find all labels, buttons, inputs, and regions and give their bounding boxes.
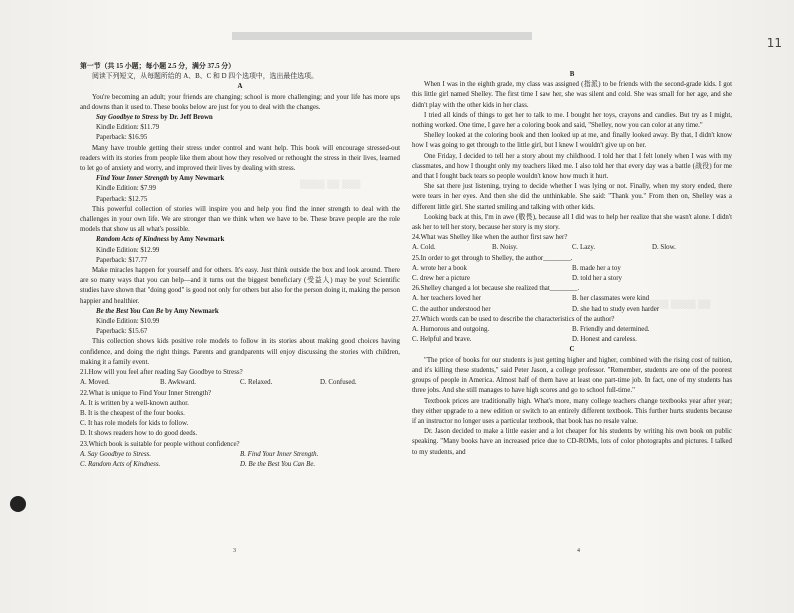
- page-number-left: 3: [233, 548, 236, 554]
- question-25-options: [412, 264, 732, 284]
- right-column: [412, 70, 732, 554]
- book-kindle-price: Kindle Edition: $10.99: [96, 318, 160, 326]
- book-entry: [80, 174, 400, 235]
- book-entry: [80, 113, 400, 174]
- question-25: 25.In order to get through to Shelley, the author________.: [412, 254, 573, 262]
- book-paper-price: Paperback: $15.67: [96, 328, 148, 336]
- question-26-options: [412, 294, 732, 314]
- book-title: Find Your Inner Strength: [96, 175, 169, 183]
- book-entry: [80, 307, 400, 368]
- option[interactable]: D. Honest and careless.: [572, 336, 637, 344]
- option[interactable]: D. Slow.: [652, 244, 676, 252]
- option[interactable]: C. Lazy.: [572, 244, 596, 252]
- passage-paragraph: When I was in the eighth grade, my class was assigned (指派) to be friends with the second-grade kids. I got this little girl named Shelley. The first time I saw her, she was silent and cold. She was small for her age, and she didn't play with the other kids in her class.: [412, 81, 732, 109]
- option[interactable]: B. Noisy.: [492, 244, 518, 252]
- instructions: 阅读下列短文，从每题所给的 A、B、C 和 D 四个选项中，选出最佳选项。: [92, 73, 318, 81]
- option[interactable]: A. Cold.: [412, 244, 436, 252]
- question-24-options: [412, 243, 732, 253]
- passage-label-c: C: [569, 346, 575, 354]
- book-kindle-price: Kindle Edition: $7.99: [96, 185, 156, 193]
- option[interactable]: D. It shows readers how to do good deeds.: [80, 430, 198, 438]
- book-kindle-price: Kindle Edition: $12.99: [96, 246, 160, 254]
- book-title: Say Goodbye to Stress: [96, 114, 159, 122]
- option[interactable]: B. her classmates were kind: [572, 295, 650, 303]
- option[interactable]: A. her teachers loved her: [412, 295, 482, 303]
- passage-paragraph: One Friday, I decided to tell her a story about my childhood. I told her that I felt lonely when I was with my classmates, and how I thought only my teachers liked me. I also told her that every day was a battle (战役) for me and that I fought back tears so people wouldn't know how much it hurt.: [412, 152, 732, 181]
- book-author: by Dr. Jeff Brown: [158, 114, 213, 122]
- question-21: 21.How will you feel after reading Say Goodbye to Stress?: [80, 369, 243, 377]
- passage-label-a: A: [237, 83, 243, 91]
- passage-paragraph: Looking back at this, I'm in awe (敬畏), because all I did was to help her realize that she wasn't alone. I didn't ask her to tell her story, because her story is my story.: [412, 213, 732, 232]
- question-27: 27.Which words can be used to describe the characteristics of the author?: [412, 315, 615, 323]
- option[interactable]: C. Helpful and brave.: [412, 336, 472, 344]
- question-26: 26.Shelley changed a lot because she realized that________.: [412, 285, 580, 293]
- edge-mark: 11: [766, 36, 782, 50]
- book-title: Be the Best You Can Be: [96, 307, 164, 315]
- option[interactable]: C. It has role models for kids to follow.: [80, 420, 189, 428]
- option[interactable]: A. Moved.: [80, 379, 110, 387]
- punch-hole: [10, 496, 26, 512]
- book-description: Make miracles happen for yourself and for others. It's easy. Just think outside the box and look around. There are so many ways that you can help—and it turns out the biggest beneficiary (受益人) may be you! Scientific studies have shown that "doing good" is good not only for others but also for the person doing it, making the person happier and healthier.: [80, 267, 400, 305]
- passage-paragraph: She sat there just listening, trying to decide whether I was lying or not. Finally, when my story ended, there were tears in her eyes. And then she did the unthinkable. She said: "Thank you." From then on, Shelley was a different little girl. She started smiling and talking with other kids.: [412, 183, 732, 211]
- passage-paragraph: Dr. Jason decided to make a little easier and a lot cheaper for his students by writing his own book on public speaking. "Many books have an increased price due to CD-ROMs, lots of color photographs and pictures. I talked to my students, and: [412, 428, 732, 456]
- passage-intro: You're becoming an adult; your friends are changing; school is more challenging; and your life has more ups and downs than it used to. These books below are just for you to deal with the changes.: [80, 93, 400, 111]
- option[interactable]: C. Relaxed.: [240, 379, 273, 387]
- option[interactable]: D. Confused.: [320, 379, 357, 387]
- passage-label-b: B: [569, 71, 575, 78]
- book-kindle-price: Kindle Edition: $11.79: [96, 124, 160, 132]
- question-24: 24.What was Shelley like when the author first saw her?: [412, 234, 568, 242]
- book-description: Many have trouble getting their stress under control and want help. This book will encourage stressed-out readers with its stories from people like them about how they resolved or rethought the stress in their lives, learned to let go of anxiety and worry, and improved their lives by dealing with stress.: [80, 144, 400, 173]
- left-column: [80, 62, 400, 546]
- book-paper-price: Paperback: $16.95: [96, 134, 148, 142]
- option[interactable]: D. Be the Best You Can Be.: [240, 460, 316, 468]
- question-27-options: [412, 325, 732, 345]
- book-paper-price: Paperback: $17.77: [96, 256, 148, 264]
- book-entry: [80, 235, 400, 306]
- option[interactable]: C. drew her a picture: [412, 275, 470, 283]
- book-title: Random Acts of Kindness: [96, 236, 170, 244]
- passage-paragraph: Shelley looked at the coloring book and then looked up at me, and finally looked away. By that, I didn't know how I was going to get through to the little girl, but I knew I wouldn't give up on her.: [412, 132, 732, 150]
- section-header: 第一节（共 15 小题；每小题 2.5 分，满分 37.5 分）: [80, 63, 236, 70]
- option[interactable]: B. It is the cheapest of the four books.: [80, 409, 185, 417]
- option[interactable]: A. It is written by a well-known author.: [80, 399, 189, 407]
- show-through: ▒▒▒▒ ▒▒ ▒▒▒: [300, 180, 361, 189]
- question-23: 23.Which book is suitable for people without confidence?: [80, 440, 240, 448]
- book-author: by Amy Newmark: [169, 236, 225, 244]
- option[interactable]: B. Friendly and determined.: [572, 326, 650, 334]
- option[interactable]: B. Find Your Inner Strength.: [240, 450, 319, 458]
- page-number-right: 4: [577, 548, 580, 554]
- book-paper-price: Paperback: $12.75: [96, 195, 148, 203]
- book-author: by Amy Newmark: [163, 307, 219, 315]
- option[interactable]: B. made her a toy: [572, 264, 621, 272]
- book-description: This powerful collection of stories will inspire you and help you find the inner strength to deal with the challenges in your own life. We are stronger than we think when we have to be. These brave people are the role models that show us all what's possible.: [80, 205, 400, 234]
- book-author: by Amy Newmark: [168, 175, 225, 183]
- scan-bleed-mark: [232, 32, 532, 40]
- option[interactable]: C. Random Acts of Kindness.: [80, 460, 161, 468]
- passage-paragraph: Textbook prices are traditionally high. What's more, many college teachers change textbooks year after year; they either upgrade to a new edition or switch to an entirely different textbook. This further hurts students because if an instructor no longer uses a particular textbook, that book has no resale value.: [412, 397, 732, 425]
- book-description: This collection shows kids positive role models to follow in its stories about making good choices having confidence, and doing the right things. Parents and grandparents will enjoy discussing the stories with children, making it a family event.: [80, 338, 400, 366]
- option[interactable]: C. the author understood her: [412, 305, 491, 313]
- question-23-options: [80, 450, 400, 470]
- option[interactable]: A. wrote her a book: [412, 264, 467, 272]
- option[interactable]: A. Humorous and outgoing.: [412, 326, 490, 334]
- passage-paragraph: "The price of books for our students is just getting higher and higher, combined with the rising cost of tuition, and it's killing these students," said Peter Jason, a college professor. "Remember, students are one of the poorest groups of people in America. Almost half of them have at least one part-time job. In fact, one of my students has three jobs. And she still manages to have high scores and go to school full-time.": [412, 356, 732, 395]
- passage-paragraph: I tried all kinds of things to get her to talk to me. I bought her toys, crayons and candies. But try as I might, nothing worked. One time, I gave her a coloring book and said, "Shelley, now you can color at any time.": [412, 111, 732, 130]
- question-22: 22.What is unique to Find Your Inner Strength?: [80, 389, 212, 397]
- option[interactable]: B. Awkward.: [160, 379, 196, 387]
- option[interactable]: A. Say Goodbye to Stress.: [80, 450, 151, 458]
- option[interactable]: D. told her a story: [572, 275, 622, 283]
- option[interactable]: D. she had to study even harder: [572, 305, 660, 313]
- question-21-options: [80, 378, 400, 388]
- show-through: ▒▒▒ ▒▒▒▒ ▒▒: [650, 300, 711, 309]
